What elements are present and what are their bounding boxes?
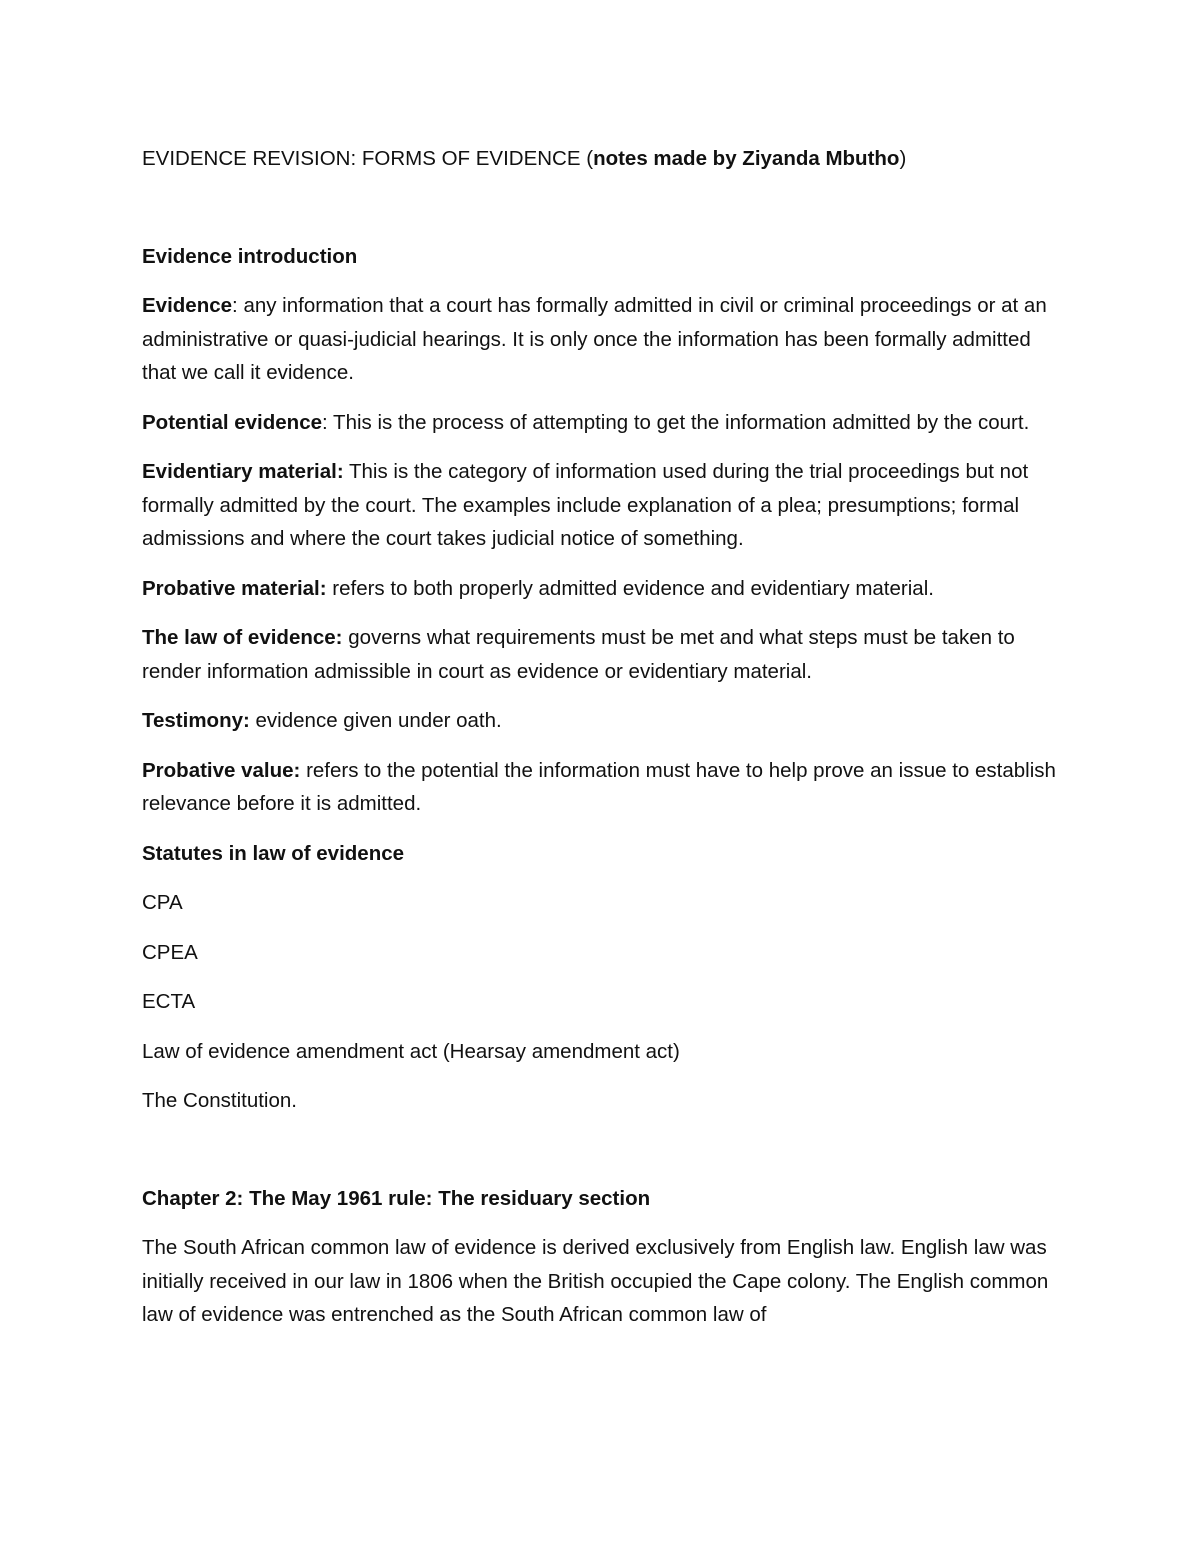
- document-title: [142, 142, 1062, 176]
- definition-term: Potential evidence: [142, 410, 323, 434]
- statute-item: The Constitution.: [142, 1089, 297, 1112]
- statute-item: Law of evidence amendment act (Hearsay amendment act): [142, 1039, 680, 1063]
- statute-item: CPA: [142, 891, 183, 914]
- definition-term: The law of evidence:: [142, 626, 343, 649]
- spacer: [142, 1134, 1062, 1182]
- definition-sep: :: [232, 294, 244, 317]
- intro-heading: Evidence introduction: [142, 244, 358, 268]
- definition-text: evidence given under oath.: [255, 709, 502, 732]
- definition-probative-value: [142, 754, 1062, 821]
- chapter-paragraph: The South African common law of evidence is derived exclusively from English law. English law was initially received in our law in 1806 when the British occupied the Cape colony. The English common law of evidence was entrenched as the South African common law of: [142, 1236, 1049, 1326]
- statutes-heading: Statutes in law of evidence: [142, 841, 405, 865]
- definition-evidentiary-material: [142, 455, 1062, 556]
- statute-item: CPEA: [142, 940, 198, 964]
- definition-probative-material: [142, 572, 1062, 606]
- definition-testimony: [142, 704, 1062, 738]
- definition-term: Probative value:: [142, 758, 301, 782]
- title-close: ): [899, 147, 907, 170]
- definition-text: governs what requirements must be met and what steps must be taken to render information admissible in court as evidence or evidentiary material.: [142, 626, 1015, 683]
- document-body: [142, 142, 1062, 1348]
- spacer: [142, 176, 1062, 240]
- definition-text: This is the process of attempting to get the information admitted by the court.: [333, 410, 1030, 434]
- definition-term: Evidentiary material:: [142, 460, 344, 483]
- definition-text: any information that a court has formally admitted in civil or criminal proceedings or at an administrative or quasi-judicial hearings. It is only once the information has been formally admitted that we call it evidence.: [142, 294, 1047, 384]
- definition-potential-evidence: [142, 406, 1062, 440]
- chapter-heading: Chapter 2: The May 1961 rule: The residuary section: [142, 1186, 651, 1210]
- definition-sep: :: [322, 410, 334, 434]
- title-author: notes made by Ziyanda Mbutho: [593, 147, 900, 170]
- definition-term: Testimony:: [142, 709, 250, 732]
- title-plain: EVIDENCE REVISION: FORMS OF EVIDENCE (: [142, 147, 594, 170]
- definition-term: Probative material:: [142, 576, 327, 600]
- definition-term: Evidence: [142, 294, 233, 317]
- definition-text: This is the category of information used during the trial proceedings but not formally admitted by the court. The examples include explanation of a plea; presumptions; formal admissions and where the court takes judicial notice of something.: [142, 460, 1029, 550]
- statute-item: ECTA: [142, 990, 196, 1013]
- definition-evidence: [142, 289, 1062, 390]
- definition-law-of-evidence: [142, 621, 1062, 688]
- definition-text: refers to the potential the information must have to help prove an issue to establish relevance before it is admitted.: [142, 758, 1056, 815]
- definition-text: refers to both properly admitted evidence and evidentiary material.: [332, 576, 934, 600]
